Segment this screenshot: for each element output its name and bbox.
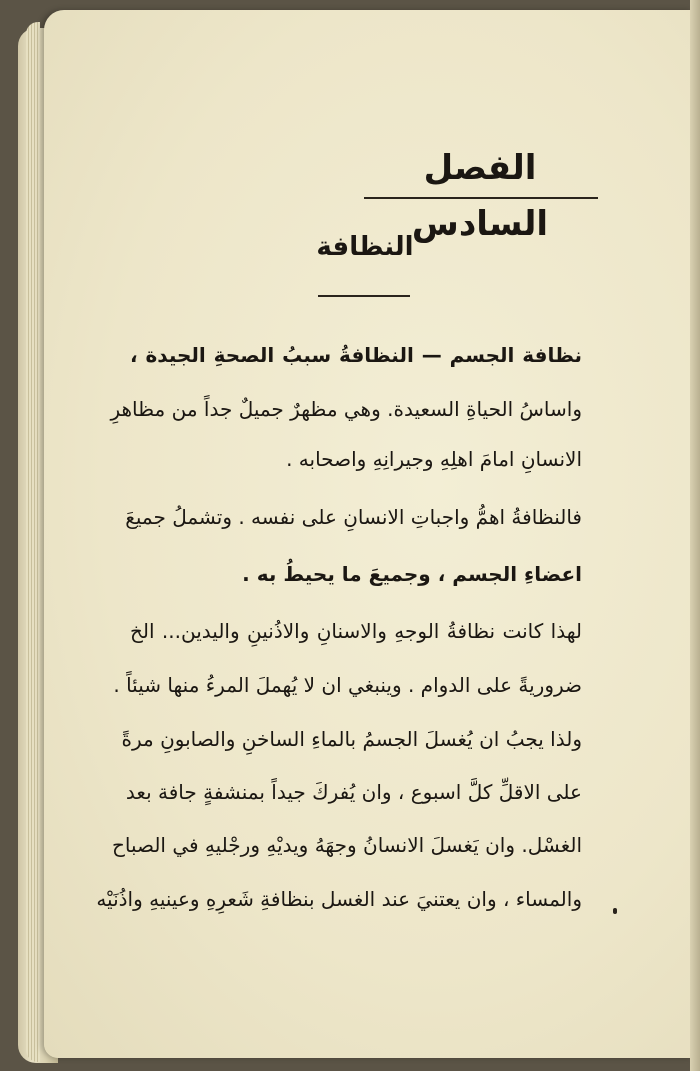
paragraph-line: فالنظافةُ اهمُّ واجباتِ الانسانِ على نفسه . وتشملُ جميعَ xyxy=(125,505,582,529)
section-title: النظافة xyxy=(316,232,414,262)
paragraph-line: الانسانِ امامَ اهلِهِ وجيرانِهِ واصحابه . xyxy=(286,447,582,471)
paragraph-line: ضروريةً على الدوام . وينبغي ان لا يُهملَ المرءُ منها شيئاً . xyxy=(113,673,582,697)
ink-mark xyxy=(613,908,617,914)
title-rule xyxy=(318,295,410,297)
page-right-edge xyxy=(690,0,700,1071)
chapter-underline xyxy=(364,197,598,199)
paragraph-line: اعضاءِ الجسم ، وجميعَ ما يحيطُ به . xyxy=(242,562,582,586)
paragraph-line: على الاقلِّ كلَّ اسبوع ، وان يُفركَ جيداً بمنشفةٍ جافة بعد xyxy=(125,780,582,804)
paragraph-line: والمساء ، وان يعتنيَ عند الغسل بنظافةِ شَعرِهِ وعينيهِ واذُنَيْه xyxy=(96,887,582,911)
paragraph-line: لهذا كانت نظافةُ الوجهِ والاسنانِ والاذُنينِ واليدين... الخ xyxy=(130,619,582,643)
chapter-heading: الفصل السادس xyxy=(411,148,549,244)
paragraph-line: الغسْل. وان يَغسلَ الانسانُ وجهَهُ ويديْهِ ورجْليهِ في الصباح xyxy=(111,833,582,857)
page-edges xyxy=(26,22,40,1062)
paragraph-line: واساسُ الحياةِ السعيدة. وهي مظهرٌ جميلٌ جداً من مظاهرِ xyxy=(110,397,582,421)
paragraph-line: نظافة الجسم — النظافةُ سببُ الصحةِ الجيدة ، xyxy=(130,343,582,367)
paragraph-line: ولذا يجبُ ان يُغسلَ الجسمُ بالماءِ الساخنِ والصابونِ مرةً xyxy=(121,727,582,751)
